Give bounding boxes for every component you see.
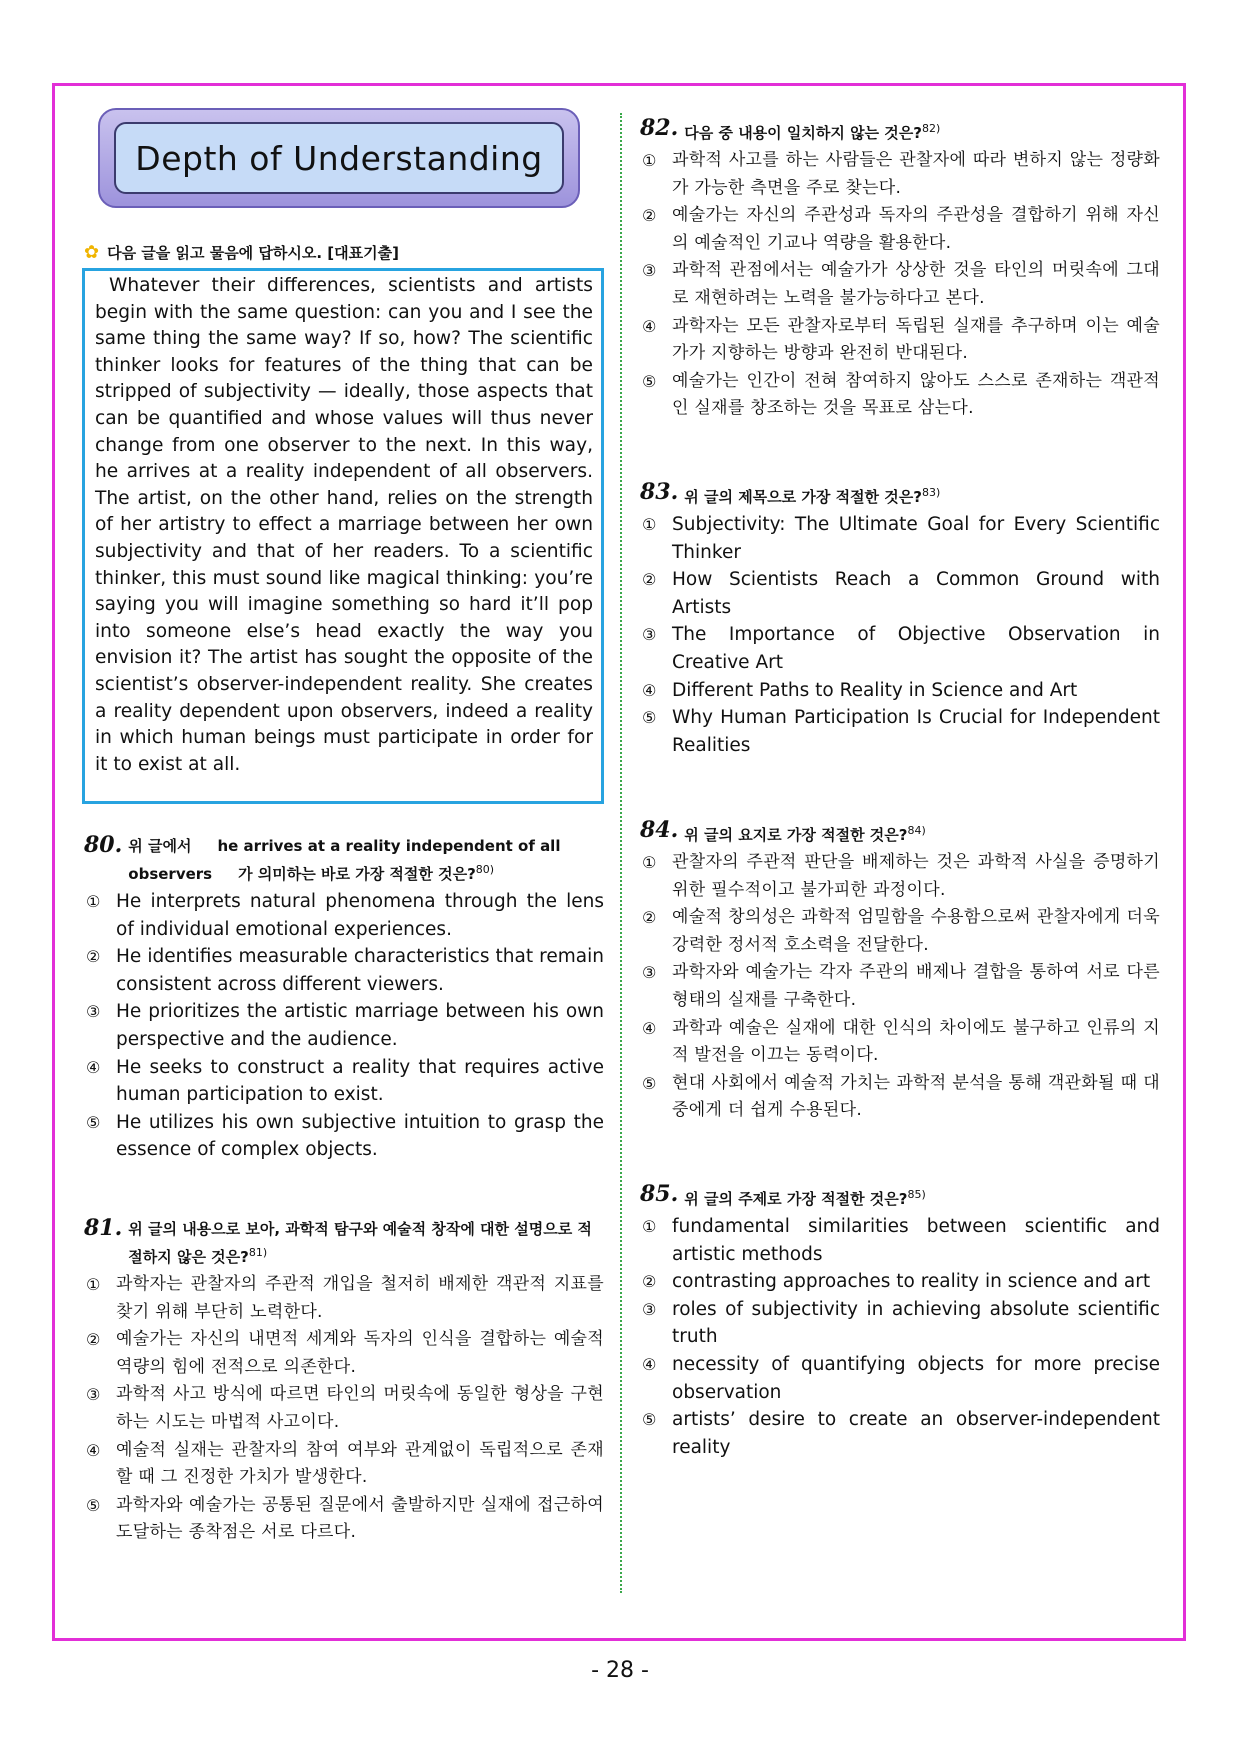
- option-mark: ④: [86, 1057, 101, 1077]
- title-badge: [98, 108, 580, 208]
- option-5[interactable]: [84, 1109, 604, 1164]
- option-mark: ①: [86, 892, 101, 911]
- footnote-ref: 83): [921, 486, 941, 499]
- option-mark: ②: [642, 908, 657, 928]
- option-4[interactable]: [640, 1351, 1160, 1406]
- option-mark: ③: [86, 1385, 101, 1405]
- option-text: 과학적 사고 방식에 따르면 타인의 머릿속에 동일한 형상을 구현하는 시도는 마법적 사고이다.: [116, 1384, 604, 1432]
- question-stem: [128, 833, 604, 886]
- option-mark: ①: [642, 151, 657, 170]
- option-mark: ⑤: [86, 1495, 101, 1515]
- question-83: [640, 480, 1160, 759]
- title-inner-panel: [114, 122, 564, 194]
- footnote-ref: 84): [907, 824, 926, 837]
- question-81: [84, 1216, 604, 1547]
- option-text: 예술적 창의성은 과학적 엄밀함을 수용함으로써 관찰자에게 더욱 강력한 정서적 호소력을 전달한다.: [672, 907, 1160, 955]
- question-84: [640, 818, 1160, 1125]
- option-1[interactable]: [640, 511, 1160, 566]
- option-5[interactable]: [640, 704, 1160, 759]
- question-number: 82.: [640, 115, 679, 141]
- question-header: [640, 818, 1160, 847]
- option-mark: ⑤: [86, 1112, 101, 1132]
- option-5[interactable]: [640, 1070, 1160, 1125]
- option-mark: ①: [642, 1217, 657, 1236]
- option-text: contrasting approaches to reality in science and art: [672, 1271, 1151, 1293]
- question-header: [84, 1216, 604, 1269]
- option-mark: ①: [86, 1275, 101, 1294]
- stem-quote: he arrives at a reality independent of all observers: [128, 837, 561, 883]
- option-3[interactable]: [640, 257, 1160, 312]
- option-text: He identifies measurable characteristics that remain consistent across different viewers.: [116, 946, 604, 995]
- option-mark: ⑤: [642, 1410, 657, 1430]
- option-4[interactable]: [84, 1054, 604, 1109]
- option-4[interactable]: [640, 1015, 1160, 1070]
- option-text: 과학적 관점에서는 예술가가 상상한 것을 타인의 머릿속에 그대로 재현하려는 노력을 불가능하다고 본다.: [672, 260, 1160, 308]
- option-text: 과학자와 예술가는 공통된 질문에서 출발하지만 실재에 접근하여 도달하는 종착점은 서로 다르다.: [116, 1494, 604, 1543]
- stem-text: 위 글의 주제로 가장 적절한 것은?: [684, 1190, 908, 1208]
- question-stem: [128, 1216, 604, 1269]
- option-text: 과학과 예술은 실재에 대한 인식의 차이에도 불구하고 인류의 지적 발전을 이끄는 동력이다.: [672, 1017, 1160, 1066]
- footnote-ref: 82): [921, 122, 941, 135]
- option-text: 예술가는 자신의 내면적 세계와 독자의 인식을 결합하는 예술적 역량의 힘에 전적으로 의존한다.: [116, 1329, 604, 1377]
- option-text: 예술가는 자신의 주관성과 독자의 주관성을 결합하기 위해 자신의 예술적인 기교나 역량을 활용한다.: [672, 205, 1160, 253]
- option-text: The Importance of Objective Observation in Creative Art: [672, 624, 1160, 673]
- option-text: He interprets natural phenomena through the lens of individual emotional experiences.: [116, 891, 604, 940]
- option-mark: ③: [642, 963, 657, 983]
- question-number: 83.: [640, 479, 679, 505]
- options-list: [84, 888, 604, 1164]
- question-header: [84, 833, 604, 886]
- question-number: 81.: [84, 1215, 123, 1241]
- option-4[interactable]: [84, 1437, 604, 1492]
- option-text: Different Paths to Reality in Science and Art: [672, 679, 1078, 701]
- stem-part-c: 가 의미하는 바로 가장 적절한 것은?: [238, 865, 476, 883]
- option-3[interactable]: [84, 998, 604, 1053]
- options-list: [640, 849, 1160, 1125]
- stem-text: 위 글의 제목으로 가장 적절한 것은?: [684, 488, 922, 506]
- option-3[interactable]: [640, 959, 1160, 1014]
- options-list: [640, 147, 1160, 423]
- option-text: artists’ desire to create an observer-independent reality: [672, 1409, 1160, 1458]
- option-text: 예술적 실재는 관찰자의 참여 여부와 관계없이 독립적으로 존재할 때 그 진정한 가치가 발생한다.: [116, 1439, 604, 1488]
- option-mark: ④: [86, 1440, 101, 1460]
- instruction: [84, 242, 399, 263]
- option-mark: ④: [642, 680, 657, 700]
- option-text: 과학적 사고를 하는 사람들은 관찰자에 따라 변하지 않는 정량화가 가능한 측면을 주로 찾는다.: [672, 150, 1160, 198]
- option-2[interactable]: [640, 1268, 1160, 1296]
- question-80: [84, 833, 604, 1164]
- page-title: Depth of Understanding: [135, 138, 543, 178]
- question-stem: [684, 1182, 925, 1211]
- option-text: How Scientists Reach a Common Ground with Artists: [672, 569, 1160, 618]
- option-mark: ①: [642, 853, 657, 872]
- footnote-ref: 80): [475, 863, 495, 876]
- stem-text: 다음 중 내용이 일치하지 않는 것은?: [684, 124, 922, 142]
- stem-text: 위 글의 내용으로 보아, 과학적 탐구와 예술적 창작에 대한 설명으로 적절하지 않은 것은?: [128, 1220, 592, 1266]
- option-mark: ④: [642, 1018, 657, 1038]
- option-1[interactable]: [84, 1271, 604, 1326]
- option-5[interactable]: [84, 1492, 604, 1547]
- options-list: [640, 1213, 1160, 1461]
- option-mark: ⑤: [642, 1073, 657, 1093]
- question-header: [640, 480, 1160, 509]
- option-3[interactable]: [640, 1296, 1160, 1351]
- question-number: 84.: [640, 817, 679, 843]
- option-text: Why Human Participation Is Crucial for Independent Realities: [672, 707, 1160, 756]
- option-text: necessity of quantifying objects for more precise observation: [672, 1353, 1160, 1403]
- option-text: 과학자는 모든 관찰자로부터 독립된 실재를 추구하며 이는 예술가가 지향하는 방향과 완전히 반대된다.: [672, 315, 1160, 364]
- option-text: 현대 사회에서 예술적 가치는 과학적 분석을 통해 객관화될 때 대중에게 더 쉽게 수용된다.: [672, 1072, 1160, 1121]
- option-mark: ②: [642, 206, 657, 226]
- option-mark: ②: [86, 1330, 101, 1350]
- option-mark: ②: [642, 570, 657, 590]
- option-mark: ④: [642, 1354, 657, 1374]
- option-1[interactable]: [84, 888, 604, 943]
- flower-icon: ✿: [84, 242, 100, 263]
- option-1[interactable]: [640, 1213, 1160, 1268]
- option-text: fundamental similarities between scientific and artistic methods: [672, 1216, 1160, 1265]
- option-2[interactable]: [640, 202, 1160, 257]
- question-stem: [684, 818, 925, 847]
- option-text: 관찰자의 주관적 판단을 배제하는 것은 과학적 사실을 증명하기 위한 필수적이고 불가피한 과정이다.: [672, 852, 1160, 900]
- option-1[interactable]: [640, 849, 1160, 904]
- question-85: [640, 1182, 1160, 1461]
- instruction-text: 다음 글을 읽고 물음에 답하시오. [대표기출]: [107, 244, 399, 262]
- option-mark: ③: [642, 1299, 657, 1319]
- option-text: 과학자와 예술가는 각자 주관의 배제나 결합을 통하여 서로 다른 형태의 실재를 구축한다.: [672, 962, 1160, 1010]
- option-text: 과학자는 관찰자의 주관적 개입을 철저히 배제한 객관적 지표를 찾기 위해 부단히 노력한다.: [116, 1274, 604, 1322]
- option-4[interactable]: [640, 313, 1160, 368]
- option-4[interactable]: [640, 677, 1160, 705]
- stem-part-a: 위 글에서: [128, 837, 192, 855]
- option-mark: ②: [642, 1272, 657, 1292]
- column-divider: [620, 113, 622, 1593]
- option-2[interactable]: [640, 904, 1160, 959]
- question-number: 80.: [84, 832, 123, 858]
- reading-passage: Whatever their differences, scientists and artists begin with the same question: can you and I see the same thing the same way? If so, how? The scientific thinker looks for features of the thing that can be stripped of subjectivity — ideally, those aspects that can be quantified and whose values will thus never change from one observer to the next. In this way, he arrives at a reality independent of all observers. The artist, on the other hand, relies on the strength of her artistry to effect a marriage between her own subjectivity and that of her readers. To a scientific thinker, this must sound like magical thinking: you’re saying you will imagine something so hard it’ll pop into someone else’s head exactly the way you envision it? The artist has sought the opposite of the scientist’s observer-independent reality. She creates a reality dependent upon observers, indeed a reality in which human beings must participate in order for it to exist at all.: [82, 268, 604, 804]
- question-82: [640, 116, 1160, 423]
- option-mark: ③: [642, 261, 657, 281]
- question-stem: [684, 480, 940, 509]
- option-2[interactable]: [84, 1326, 604, 1381]
- page-number: - 28 -: [591, 1658, 649, 1683]
- option-5[interactable]: [640, 1406, 1160, 1461]
- option-text: Subjectivity: The Ultimate Goal for Every Scientific Thinker: [672, 514, 1160, 563]
- option-mark: ②: [86, 947, 101, 967]
- option-mark: ③: [642, 625, 657, 645]
- question-number: 85.: [640, 1181, 679, 1207]
- option-3[interactable]: [84, 1381, 604, 1436]
- option-text: roles of subjectivity in achieving absolute scientific truth: [672, 1298, 1160, 1348]
- question-stem: [684, 116, 940, 145]
- footnote-ref: 81): [248, 1246, 268, 1259]
- stem-text: 위 글의 요지로 가장 적절한 것은?: [684, 826, 908, 844]
- option-1[interactable]: [640, 147, 1160, 202]
- option-2[interactable]: [640, 566, 1160, 621]
- option-5[interactable]: [640, 368, 1160, 423]
- question-header: [640, 116, 1160, 145]
- option-mark: ①: [642, 515, 657, 534]
- option-mark: ③: [86, 1002, 101, 1022]
- question-header: [640, 1182, 1160, 1211]
- option-2[interactable]: [84, 943, 604, 998]
- option-mark: ⑤: [642, 708, 657, 728]
- footnote-ref: 85): [907, 1188, 926, 1201]
- option-mark: ④: [642, 316, 657, 336]
- options-list: [640, 511, 1160, 759]
- options-list: [84, 1271, 604, 1547]
- option-text: 예술가는 인간이 전혀 참여하지 않아도 스스로 존재하는 객관적인 실재를 창조하는 것을 목표로 삼는다.: [672, 370, 1160, 419]
- option-text: He prioritizes the artistic marriage between his own perspective and the audience.: [116, 1001, 604, 1050]
- option-mark: ⑤: [642, 371, 657, 391]
- option-3[interactable]: [640, 621, 1160, 676]
- option-text: He utilizes his own subjective intuition to grasp the essence of complex objects.: [116, 1111, 604, 1161]
- option-text: He seeks to construct a reality that requires active human participation to exist.: [116, 1056, 604, 1106]
